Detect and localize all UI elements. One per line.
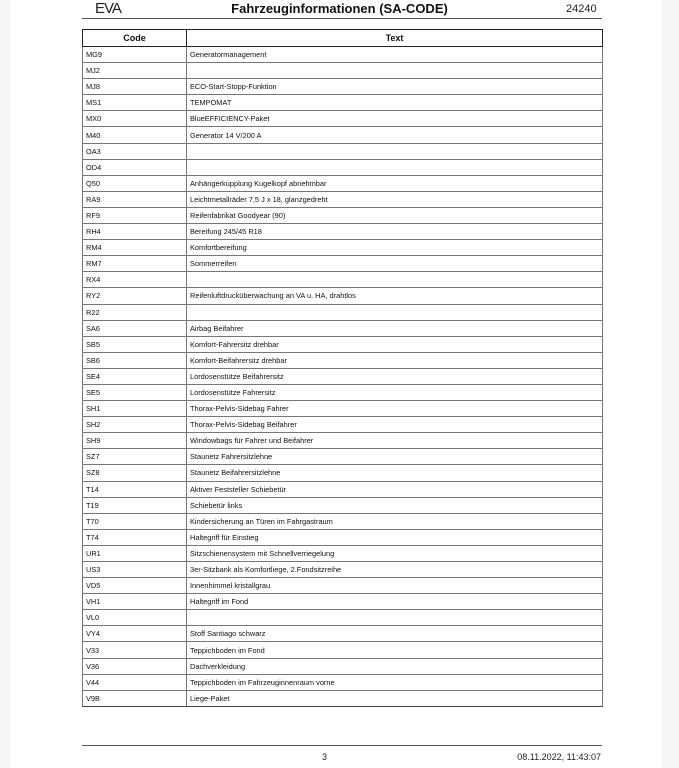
code-cell: RH4: [83, 224, 187, 240]
table-row: [83, 417, 603, 433]
text-cell: Haltegriff im Fond: [187, 594, 603, 610]
text-cell: Thorax-Pelvis-Sidebag Beifahrer: [187, 417, 603, 433]
column-header-text: Text: [187, 30, 603, 47]
code-cell: SE4: [83, 368, 187, 384]
code-cell: OD4: [83, 159, 187, 175]
table-row: [83, 207, 603, 223]
text-cell: Komfort-Fahrersitz drehbar: [187, 336, 603, 352]
table-row: [83, 690, 603, 706]
table-row: [83, 594, 603, 610]
table-row: [83, 449, 603, 465]
table-row: [83, 545, 603, 561]
print-timestamp: 08.11.2022, 11:43:07: [517, 752, 601, 762]
table-row: [83, 465, 603, 481]
table-body: [83, 47, 603, 707]
text-cell: Bereifung 245/45 R18: [187, 224, 603, 240]
code-cell: MS1: [83, 95, 187, 111]
code-cell: RY2: [83, 288, 187, 304]
text-cell: Sitzschienensystem mit Schnellverriegelung: [187, 545, 603, 561]
page-title: Fahrzeuginformationen (SA-CODE): [231, 1, 448, 16]
table-row: [83, 304, 603, 320]
code-cell: M40: [83, 127, 187, 143]
table-row: [83, 433, 603, 449]
code-cell: Q50: [83, 175, 187, 191]
table-row: [83, 529, 603, 545]
text-cell: Reifenfabrikat Goodyear (90): [187, 207, 603, 223]
code-cell: US3: [83, 562, 187, 578]
table-row: [83, 626, 603, 642]
document-number: 24240: [566, 3, 597, 15]
text-cell: Reifenluftdrucküberwachung an VA u. HA, drahtlos: [187, 288, 603, 304]
text-cell: Dachverkleidung: [187, 658, 603, 674]
table-row: [83, 288, 603, 304]
page-number: 3: [322, 752, 328, 762]
eva-logo: EVA: [95, 0, 121, 17]
table-row: [83, 401, 603, 417]
text-cell: Staunetz Beifahrersitzlehne: [187, 465, 603, 481]
table-header-row: [83, 30, 603, 47]
code-cell: T19: [83, 497, 187, 513]
text-cell: Leichtmetallräder 7,5 J x 18, glanzgedreht: [187, 191, 603, 207]
text-cell: Haltegriff für Einstieg: [187, 529, 603, 545]
code-cell: MJ8: [83, 79, 187, 95]
table-row: [83, 336, 603, 352]
text-cell: Liege-Paket: [187, 690, 603, 706]
code-cell: SA6: [83, 320, 187, 336]
table-row: [83, 481, 603, 497]
table-row: [83, 256, 603, 272]
code-cell: T74: [83, 529, 187, 545]
code-cell: UR1: [83, 545, 187, 561]
text-cell: Teppichboden im Fond: [187, 642, 603, 658]
text-cell: Schiebetür links: [187, 497, 603, 513]
table-row: [83, 610, 603, 626]
table-row: [83, 320, 603, 336]
text-cell: [187, 272, 603, 288]
table-row: [83, 240, 603, 256]
code-cell: SH9: [83, 433, 187, 449]
text-cell: Stoff Santiago schwarz: [187, 626, 603, 642]
table-row: [83, 562, 603, 578]
table-row: [83, 224, 603, 240]
table-row: [83, 642, 603, 658]
table-row: [83, 79, 603, 95]
code-cell: VY4: [83, 626, 187, 642]
code-cell: V36: [83, 658, 187, 674]
code-cell: SH1: [83, 401, 187, 417]
code-cell: SH2: [83, 417, 187, 433]
table-row: [83, 384, 603, 400]
text-cell: Generator 14 V/200 A: [187, 127, 603, 143]
table-row: [83, 497, 603, 513]
code-cell: V33: [83, 642, 187, 658]
code-cell: SZ7: [83, 449, 187, 465]
code-cell: SZ8: [83, 465, 187, 481]
footer-divider: [82, 745, 602, 746]
code-cell: RM7: [83, 256, 187, 272]
sa-code-table: [82, 29, 603, 707]
text-cell: [187, 304, 603, 320]
code-cell: OA3: [83, 143, 187, 159]
text-cell: Generatormanagement: [187, 47, 603, 63]
table-row: [83, 127, 603, 143]
code-cell: RM4: [83, 240, 187, 256]
table-row: [83, 513, 603, 529]
code-cell: T70: [83, 513, 187, 529]
text-cell: [187, 159, 603, 175]
code-cell: MJ2: [83, 63, 187, 79]
table-row: [83, 191, 603, 207]
text-cell: Teppichboden im Fahrzeuginnenraum vorne: [187, 674, 603, 690]
code-cell: VD5: [83, 578, 187, 594]
text-cell: ECO-Start-Stopp-Funktion: [187, 79, 603, 95]
text-cell: Airbag Beifahrer: [187, 320, 603, 336]
text-cell: 3er-Sitzbank als Komfortliege, 2.Fondsitzreihe: [187, 562, 603, 578]
text-cell: Anhängerkupplung Kugelkopf abnehmbar: [187, 175, 603, 191]
code-cell: VL0: [83, 610, 187, 626]
header-divider: [82, 18, 602, 19]
code-cell: V44: [83, 674, 187, 690]
table-row: [83, 47, 603, 63]
text-cell: Lordosenstütze Fahrersitz: [187, 384, 603, 400]
code-cell: RF9: [83, 207, 187, 223]
text-cell: [187, 610, 603, 626]
text-cell: Staunetz Fahrersitzlehne: [187, 449, 603, 465]
table-row: [83, 111, 603, 127]
code-cell: MG9: [83, 47, 187, 63]
table-row: [83, 272, 603, 288]
text-cell: Kindersicherung an Türen im Fahrgastraum: [187, 513, 603, 529]
code-cell: V9B: [83, 690, 187, 706]
text-cell: Thorax-Pelvis-Sidebag Fahrer: [187, 401, 603, 417]
code-cell: MX0: [83, 111, 187, 127]
table-row: [83, 175, 603, 191]
table-row: [83, 658, 603, 674]
table-row: [83, 578, 603, 594]
table-row: [83, 143, 603, 159]
code-cell: T14: [83, 481, 187, 497]
table-row: [83, 674, 603, 690]
table-row: [83, 95, 603, 111]
code-cell: VH1: [83, 594, 187, 610]
table-row: [83, 159, 603, 175]
code-cell: SE5: [83, 384, 187, 400]
table-row: [83, 352, 603, 368]
text-cell: Aktiver Feststeller Schiebetür: [187, 481, 603, 497]
text-cell: Sommerreifen: [187, 256, 603, 272]
column-header-code: Code: [83, 30, 187, 47]
text-cell: BlueEFFICIENCY-Paket: [187, 111, 603, 127]
text-cell: Komfort-Beifahrersitz drehbar: [187, 352, 603, 368]
code-cell: SB6: [83, 352, 187, 368]
table-row: [83, 368, 603, 384]
text-cell: Windowbags für Fahrer und Beifahrer: [187, 433, 603, 449]
table-row: [83, 63, 603, 79]
text-cell: Komfortbereifung: [187, 240, 603, 256]
code-cell: RX4: [83, 272, 187, 288]
text-cell: Innenhimmel kristallgrau: [187, 578, 603, 594]
text-cell: [187, 143, 603, 159]
text-cell: [187, 63, 603, 79]
code-cell: R22: [83, 304, 187, 320]
code-cell: SB5: [83, 336, 187, 352]
text-cell: Lordosenstütze Beifahrersitz: [187, 368, 603, 384]
code-cell: RA9: [83, 191, 187, 207]
text-cell: TEMPOMAT: [187, 95, 603, 111]
